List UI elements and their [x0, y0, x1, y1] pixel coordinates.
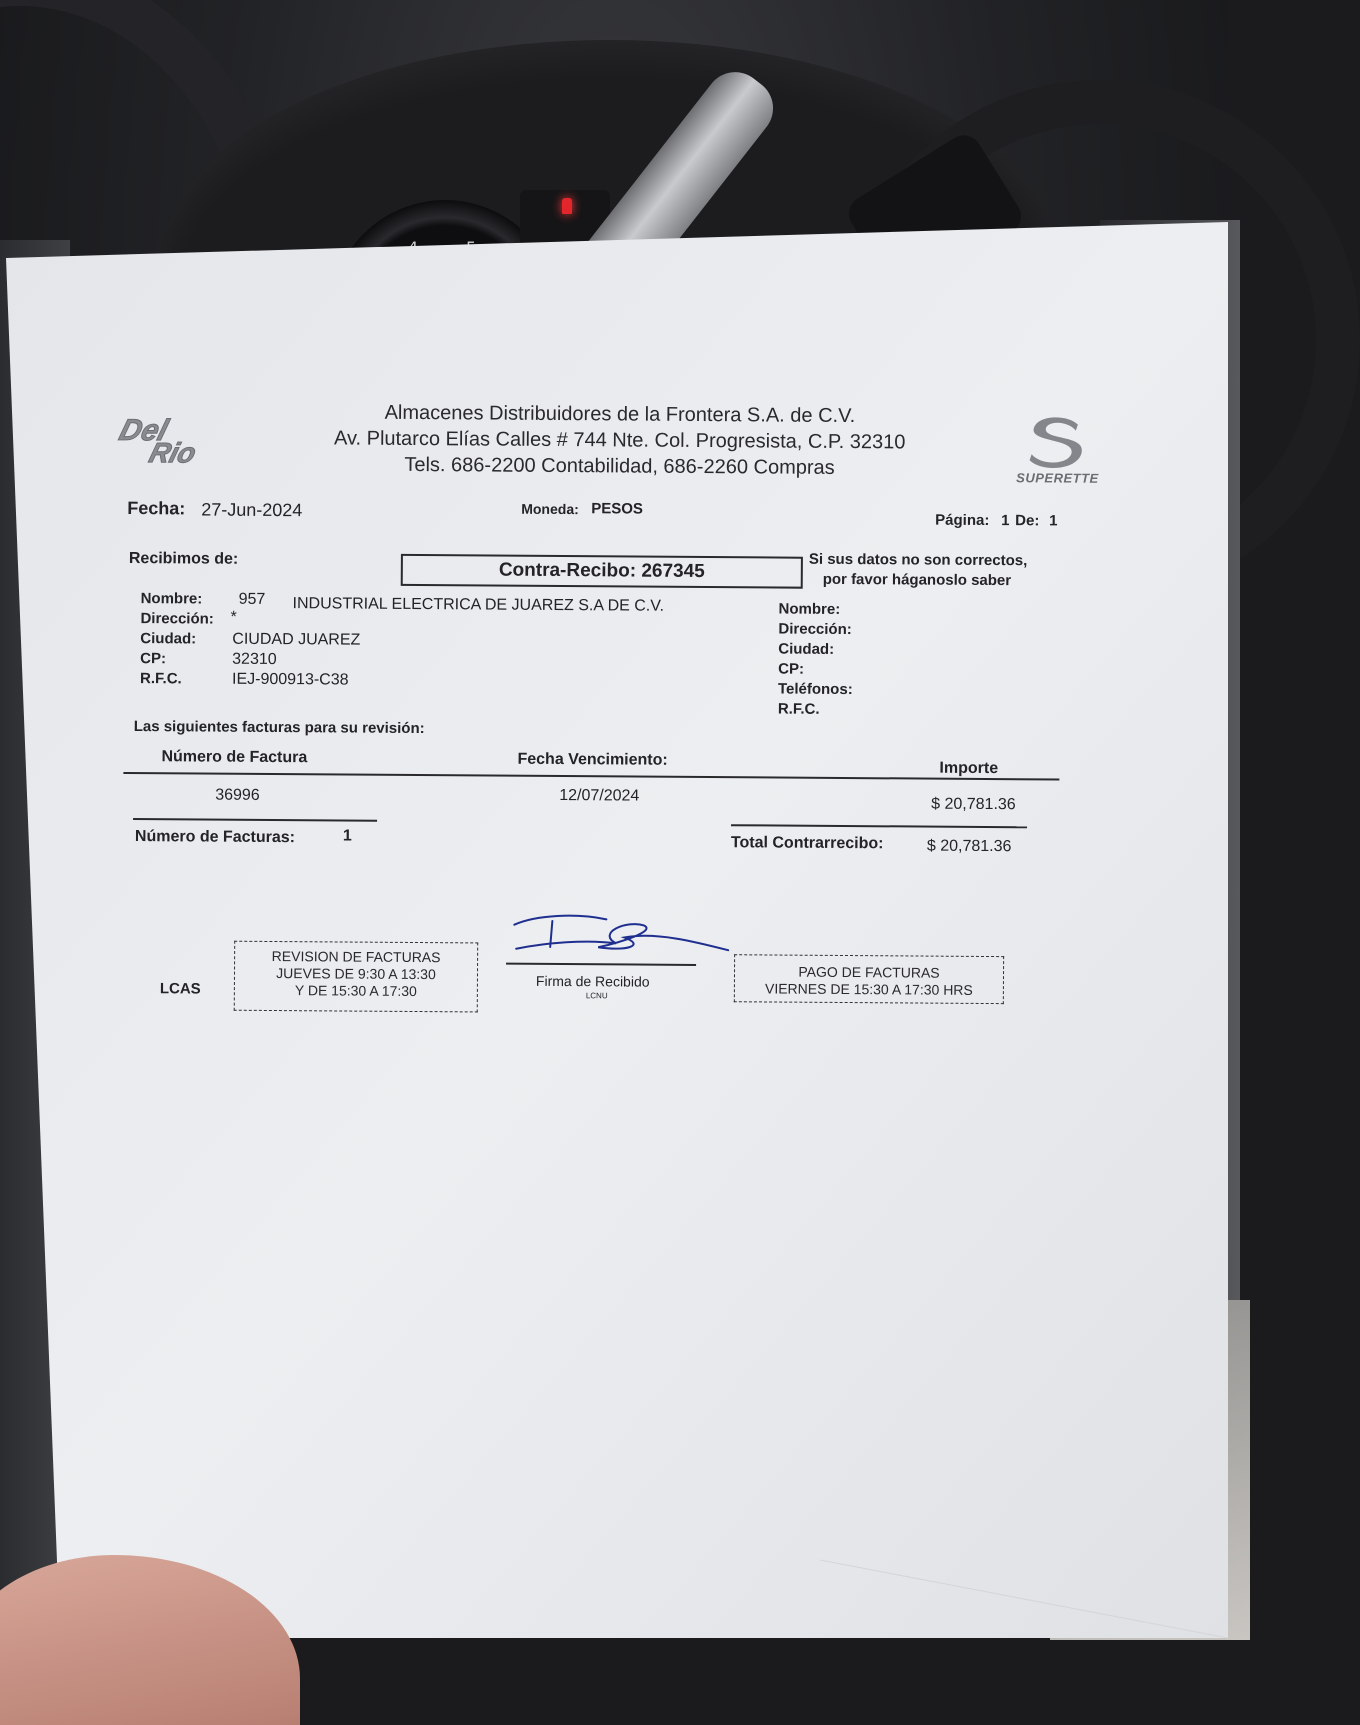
- receipt-document: [115, 400, 1110, 1107]
- del-rio-logo: [115, 410, 252, 471]
- invoices-intro: Las siguientes facturas para su revisión:: [133, 718, 425, 738]
- firma-label: Firma de Recibido: [535, 972, 650, 990]
- fecha-label: Fecha:: [127, 497, 186, 519]
- revision-line-1: REVISION DE FACTURAS: [271, 948, 441, 966]
- pago-line-2: VIERNES DE 15:30 A 17:30 HRS: [764, 980, 973, 998]
- table-header-rule: [123, 772, 1059, 781]
- revision-line-2: JUEVES DE 9:30 A 13:30: [276, 965, 436, 983]
- supplier-rfc-value: IEJ-900913-C38: [231, 670, 349, 689]
- initials: LCAS: [159, 980, 201, 998]
- col-fecha-vencimiento: Fecha Vencimiento:: [517, 750, 668, 769]
- signature-scribble: [506, 909, 736, 971]
- total-value: $ 20,781.36: [926, 837, 1012, 856]
- total-rule: [731, 824, 1027, 828]
- notice-line-2: por favor háganoslo saber: [822, 570, 1012, 590]
- recibimos-label: Recibimos de:: [128, 549, 239, 568]
- company-phones: Tels. 686-2200 Contabilidad, 686-2260 Compras: [404, 453, 835, 479]
- revision-line-3: Y DE 15:30 A 17:30: [294, 982, 417, 1000]
- supplier-rfc-label: R.F.C.: [139, 670, 182, 688]
- invoice-row-importe: $ 20,781.36: [931, 795, 1016, 814]
- correction-telefonos-label: Teléfonos:: [777, 680, 853, 699]
- contra-recibo-box: Contra-Recibo: 267345: [401, 554, 803, 589]
- total-label: Total Contrarrecibo:: [730, 834, 884, 853]
- correction-cp-label: CP:: [778, 660, 805, 678]
- supplier-direccion-value: *: [230, 608, 237, 626]
- supplier-nombre-label: Nombre:: [140, 590, 203, 608]
- revision-box: [234, 941, 478, 1013]
- supplier-direccion-label: Dirección:: [140, 610, 214, 628]
- supplier-cp-label: CP:: [140, 650, 167, 668]
- supplier-cp-value: 32310: [232, 650, 277, 669]
- supplier-ciudad-value: CIUDAD JUAREZ: [232, 630, 361, 649]
- supplier-name: INDUSTRIAL ELECTRICA DE JUAREZ S.A DE C.V.: [292, 595, 664, 615]
- fecha-value: 27-Jun-2024: [201, 499, 303, 521]
- supplier-code: 957: [238, 590, 266, 608]
- count-value: 1: [342, 827, 352, 845]
- de-value: 1: [1049, 512, 1058, 530]
- correction-ciudad-label: Ciudad:: [778, 640, 835, 658]
- count-label: Número de Facturas:: [134, 828, 296, 847]
- col-importe: Importe: [939, 759, 999, 778]
- svg-text:Del: Del: [115, 413, 172, 448]
- col-numero-factura: Número de Factura: [161, 748, 308, 767]
- svg-text:Rio: Rio: [145, 437, 200, 470]
- supplier-ciudad-label: Ciudad:: [140, 630, 197, 648]
- pago-box: [734, 954, 1004, 1004]
- pagina-label: Página:: [935, 511, 990, 530]
- correction-nombre-label: Nombre:: [778, 600, 841, 618]
- de-label: De:: [1015, 512, 1040, 530]
- firma-sub: LCNU: [585, 991, 608, 1001]
- pagina-value: 1: [1001, 512, 1010, 530]
- correction-direccion-label: Dirección:: [778, 620, 852, 639]
- notice-line-1: Si sus datos no son correctos,: [808, 550, 1028, 570]
- count-rule: [133, 818, 377, 822]
- moneda-label: Moneda:: [521, 500, 579, 518]
- superette-logo: [1007, 414, 1108, 495]
- company-address: Av. Plutarco Elías Calles # 744 Nte. Col. Progresista, C.P. 32310: [333, 427, 906, 454]
- moneda-value: PESOS: [591, 500, 643, 518]
- invoice-row-numero: 36996: [215, 786, 260, 804]
- correction-rfc-label: R.F.C.: [777, 700, 820, 718]
- company-name: Almacenes Distribuidores de la Frontera S.A. de C.V.: [384, 401, 856, 428]
- pago-line-1: PAGO DE FACTURAS: [798, 963, 940, 981]
- invoice-row-fecha: 12/07/2024: [559, 787, 640, 805]
- superette-logo-text: SUPERETTE: [1016, 470, 1099, 486]
